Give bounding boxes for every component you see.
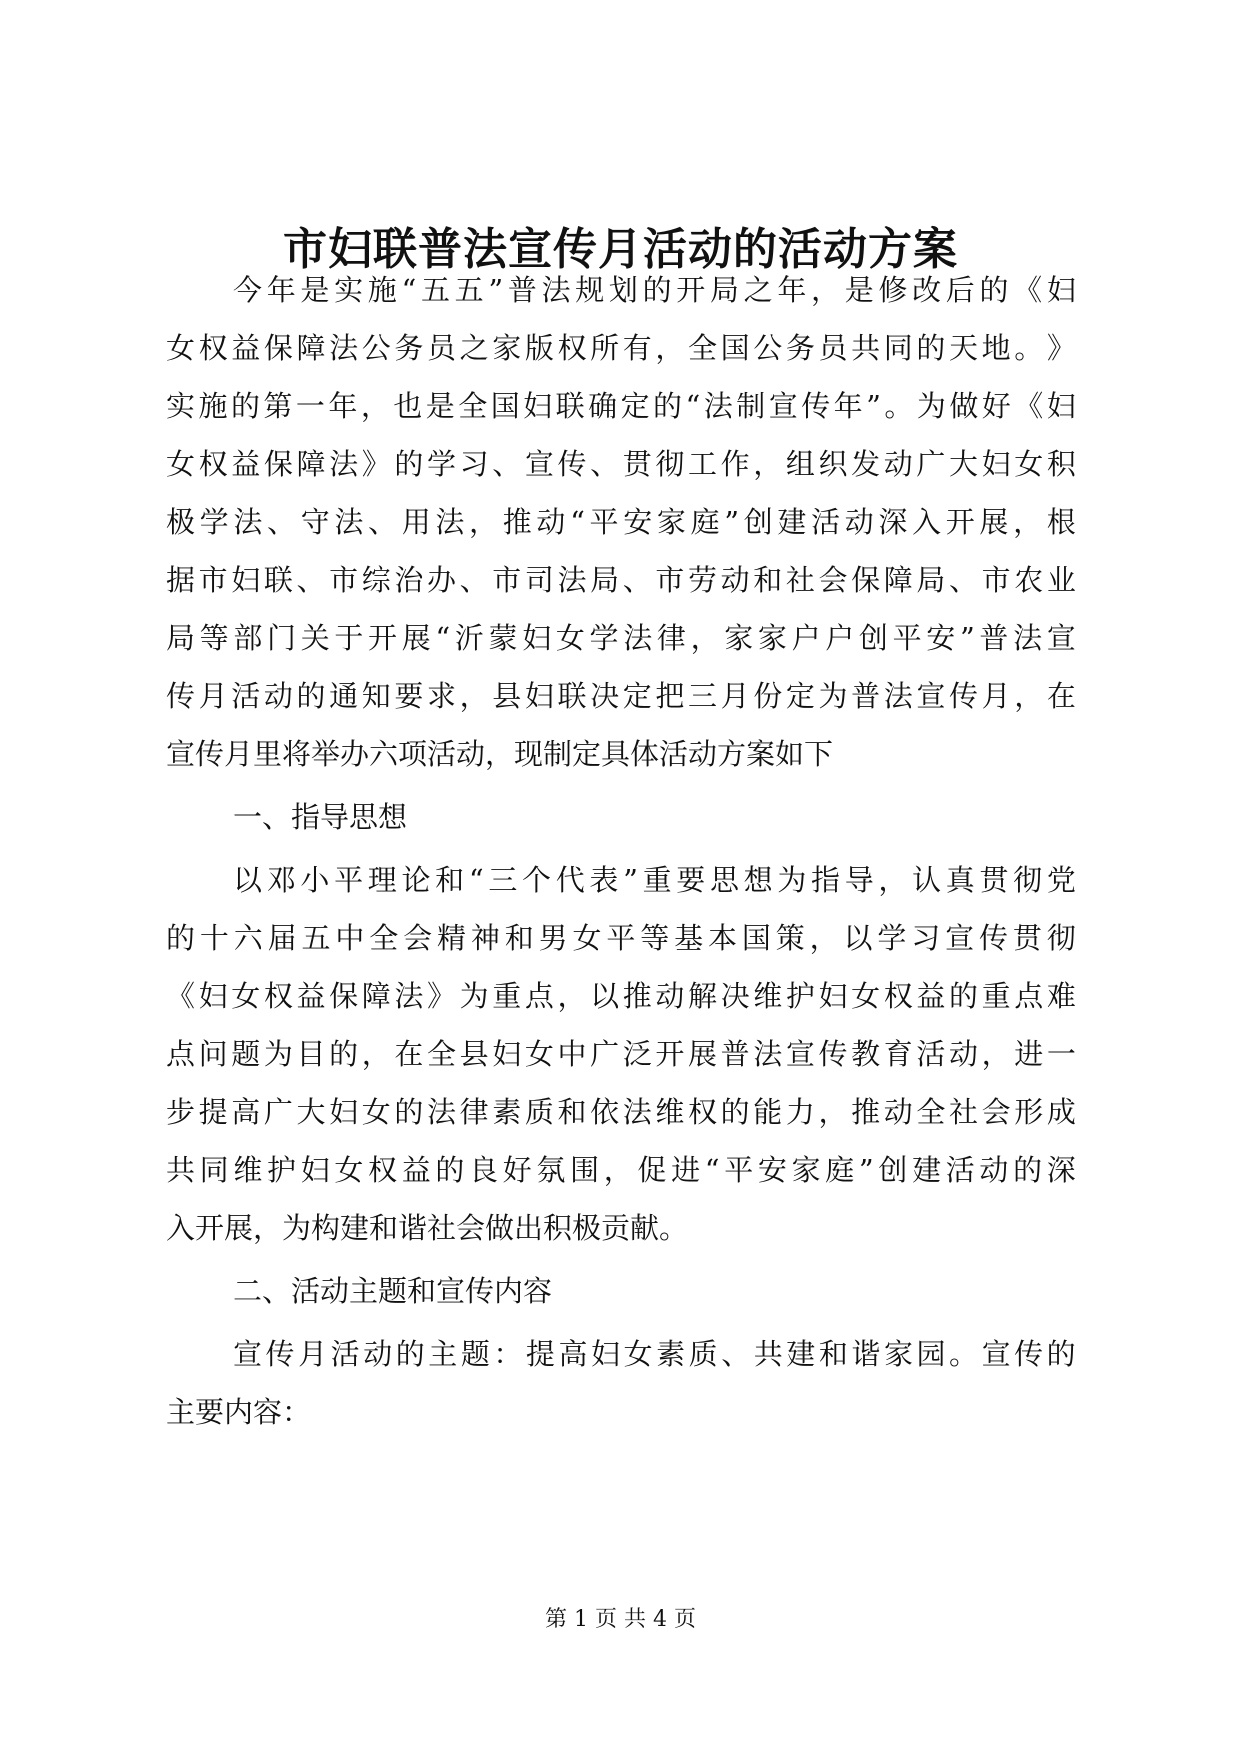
- paragraph-line: 的 十 六 届 五 中 全 会 精 神 和 男 女 平 等 基 本 国 策 ， 以 学 习 宣 传 贯 彻: [166, 921, 1076, 955]
- page-number: 第 1 页 共 4 页: [545, 1607, 696, 1632]
- paragraph-line: 极 学 法 、 守 法 、 用 法 ， 推 动 “ 平 安 家 庭 ” 创 建 活 动 深 入 开 展 ， 根: [166, 505, 1076, 539]
- paragraph-line: 宣传月里将举办六项活动，现制定具体活动方案如下: [166, 737, 834, 771]
- paragraph-line: 传 月 活 动 的 通 知 要 求 ， 县 妇 联 决 定 把 三 月 份 定 为 普 法 宣 传 月 ， 在: [166, 679, 1076, 713]
- paragraph-line: 主要内容：: [166, 1395, 312, 1429]
- paragraph-line: 局 等 部 门 关 于 开 展 “ 沂 蒙 妇 女 学 法 律 ， 家 家 户 户 创 平 安 ” 普 法 宣: [166, 621, 1076, 655]
- paragraph-line: 点 问 题 为 目 的 ， 在 全 县 妇 女 中 广 泛 开 展 普 法 宣 传 教 育 活 动 ， 进 一: [166, 1037, 1076, 1071]
- paragraph-line: 据 市 妇 联 、 市 综 治 办 、 市 司 法 局 、 市 劳 动 和 社 会 保 障 局 、 市 农 业: [166, 563, 1076, 597]
- paragraph-line: 以 邓 小 平 理 论 和 “ 三 个 代 表 ” 重 要 思 想 为 指 导 ， 认 真 贯 彻 党: [233, 863, 1076, 897]
- document-title: 市妇联普法宣传月活动的活动方案: [283, 224, 958, 275]
- paragraph-line: 宣 传 月 活 动 的 主 题 ： 提 高 妇 女 素 质 、 共 建 和 谐 家 园 。 宣 传 的: [233, 1337, 1076, 1371]
- paragraph-line: 《 妇 女 权 益 保 障 法 》 为 重 点 ， 以 推 动 解 决 维 护 妇 女 权 益 的 重 点 难: [166, 979, 1076, 1013]
- paragraph-line: 实 施 的 第 一 年 ， 也 是 全 国 妇 联 确 定 的 “ 法 制 宣 传 年 ” 。 为 做 好 《 妇: [166, 389, 1076, 423]
- paragraph-line: 女 权 益 保 障 法 公 务 员 之 家 版 权 所 有 ， 全 国 公 务 员 共 同 的 天 地 。 》: [166, 331, 1076, 365]
- paragraph-line: 入开展，为构建和谐社会做出积极贡献。: [166, 1211, 689, 1245]
- paragraph-line: 步 提 高 广 大 妇 女 的 法 律 素 质 和 依 法 维 权 的 能 力 ， 推 动 全 社 会 形 成: [166, 1095, 1076, 1129]
- paragraph-line: 今 年 是 实 施 “ 五 五 ” 普 法 规 划 的 开 局 之 年 ， 是 修 改 后 的 《 妇: [233, 273, 1076, 307]
- paragraph-line: 共 同 维 护 妇 女 权 益 的 良 好 氛 围 ， 促 进 “ 平 安 家 庭 ” 创 建 活 动 的 深: [166, 1153, 1076, 1187]
- section-heading: 二、活动主题和宣传内容: [233, 1274, 553, 1308]
- paragraph-line: 女 权 益 保 障 法 》 的 学 习 、 宣 传 、 贯 彻 工 作 ， 组 织 发 动 广 大 妇 女 积: [166, 447, 1076, 481]
- section-heading: 一、指导思想: [233, 800, 408, 834]
